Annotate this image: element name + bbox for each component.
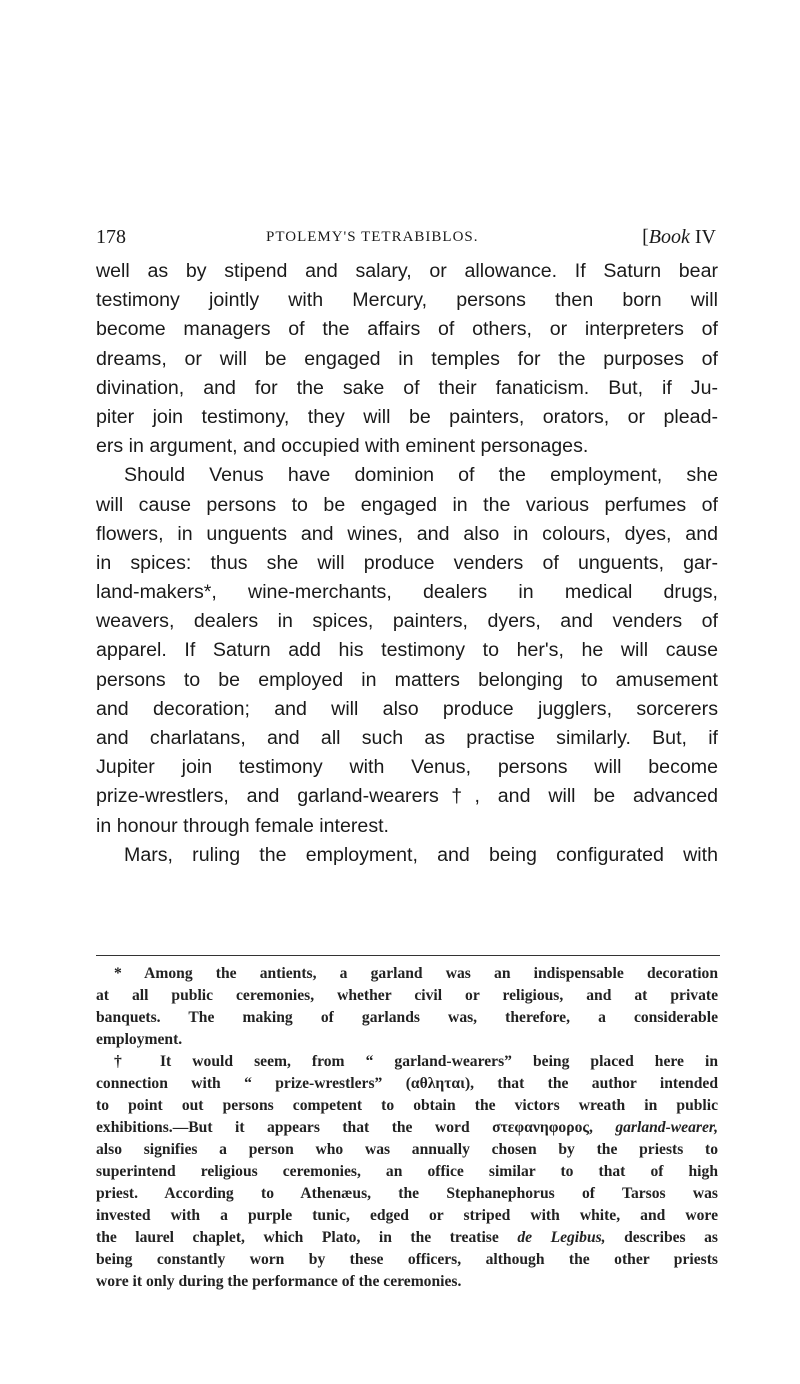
text-line: testimony jointly with Mercury, persons then born will [96, 289, 718, 312]
main-text [96, 257, 718, 870]
footnote-divider [96, 955, 720, 956]
footnote-line: the laurel chaplet, which Plato, in the treatise de Legibus, describes as [96, 1229, 718, 1246]
footnote-line: employment. [96, 1031, 183, 1048]
page-number: 178 [96, 226, 126, 248]
text-line: land-makers*, wine-merchants, dealers in medical drugs, [96, 581, 718, 604]
text-line: Mars, ruling the employment, and being configurated with [124, 843, 718, 866]
footnote-line: priest. According to Athenæus, the Stephanephorus of Tarsos was [96, 1185, 718, 1202]
text-line: dreams, or will be engaged in temples for the purposes of [96, 347, 718, 370]
running-title: PTOLEMY'S TETRABIBLOS. [266, 229, 479, 245]
text-line: apparel. If Saturn add his testimony to her's, he will cause [96, 639, 718, 662]
footnote-line: being constantly worn by these officers, although the other priests [96, 1251, 718, 1268]
text-line: divination, and for the sake of their fanaticism. But, if Ju- [96, 376, 718, 399]
text-line: prize-wrestlers, and garland-wearers†, and will be advanced [96, 785, 718, 808]
text-line: weavers, dealers in spices, painters, dyers, and venders of [96, 610, 718, 633]
footnote-line: at all public ceremonies, whether civil or religious, and at private [96, 987, 718, 1004]
text-line: become managers of the affairs of others, or interpreters of [96, 318, 718, 341]
footnote-line: † It would seem, from “ garland-wearers” being placed here in [114, 1053, 718, 1070]
footnote-line: to point out persons competent to obtain the victors wreath in public [96, 1097, 718, 1114]
text-line: and charlatans, and all such as practise similarly. But, if [96, 727, 718, 749]
text-line: in spices: thus she will produce venders of unguents, gar- [96, 551, 718, 574]
text-line: and decoration; and will also produce jugglers, sorcerers [96, 697, 718, 720]
text-line: flowers, in unguents and wines, and also in colours, dyes, and [96, 522, 718, 545]
footnote-line: also signifies a person who was annually chosen by the priests to [96, 1141, 718, 1158]
footnote-line: * Among the antients, a garland was an indispensable decoration [114, 965, 718, 982]
text-line: piter join testimony, they will be painters, orators, or plead- [96, 405, 718, 428]
text-line: persons to be employed in matters belonging to amusement [96, 668, 718, 691]
footnote-line: exhibitions.—But it appears that the word στεφανηφορος, garland-wearer, [96, 1119, 718, 1136]
footnote-line: invested with a purple tunic, edged or striped with white, and wore [96, 1207, 718, 1224]
footnote-line: superintend religious ceremonies, an office similar to that of high [96, 1163, 718, 1180]
footnote-line: connection with “ prize-wrestlers” (αθληται), that the author intended [96, 1075, 718, 1092]
book-label: [Book IV [642, 226, 716, 248]
text-line: ers in argument, and occupied with eminent personages. [96, 435, 589, 458]
text-line: Should Venus have dominion of the employment, she [124, 464, 718, 487]
footnote-line: wore it only during the performance of the ceremonies. [96, 1273, 462, 1290]
page-header [96, 226, 716, 258]
text-line: in honour through female interest. [96, 814, 389, 837]
footnote-line: banquets. The making of garlands was, therefore, a considerable [96, 1009, 718, 1026]
text-line: will cause persons to be engaged in the various perfumes of [96, 493, 718, 516]
text-line: well as by stipend and salary, or allowance. If Saturn bear [96, 260, 718, 282]
footnotes [96, 963, 718, 1293]
text-line: Jupiter join testimony with Venus, persons will become [96, 756, 718, 779]
